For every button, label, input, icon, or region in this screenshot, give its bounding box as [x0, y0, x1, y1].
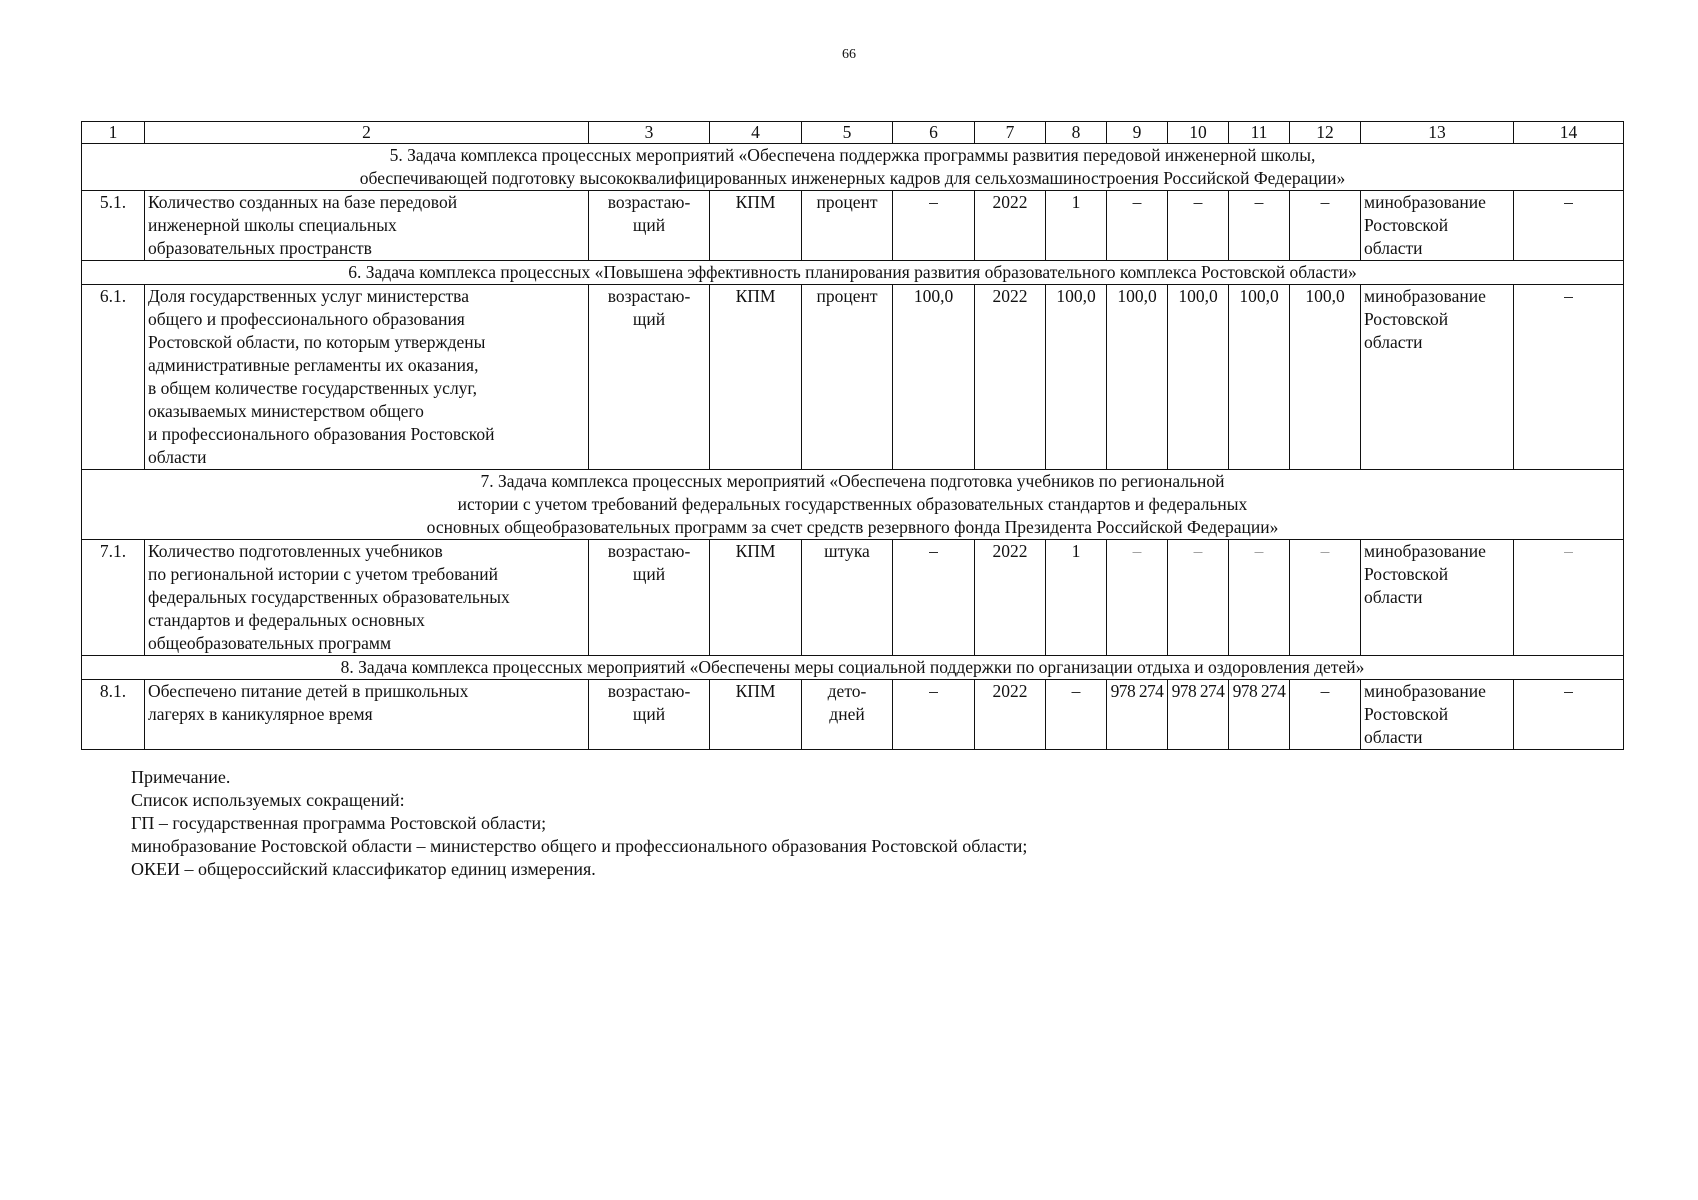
indicator-name-line: административные регламенты их оказания,: [148, 355, 479, 375]
base-year: 2022: [975, 680, 1046, 750]
indicator-name-line: лагерях в каникулярное время: [148, 704, 373, 724]
indicator-name-line: стандартов и федеральных основных: [148, 610, 425, 630]
yearly-value: –: [1107, 191, 1168, 261]
column-number-header: 4: [710, 122, 802, 144]
indicator-trend-line: щий: [632, 704, 666, 724]
notes-line: минобразование Ростовской области – министерство общего и профессионального образования Ростовской области;: [131, 836, 1028, 856]
responsible-line: минобразование: [1364, 286, 1486, 306]
section-title-line: основных общеобразовательных программ за счет средств резервного фонда Президента Российской Федерации»: [426, 517, 1279, 537]
yearly-value: –: [1046, 680, 1107, 750]
indicator-name-line: общего и профессионального образования: [148, 309, 465, 329]
indicator-type: КПМ: [710, 191, 802, 261]
indicator-name-line: оказываемых министерством общего: [148, 401, 424, 421]
notes-heading: Примечание.: [131, 767, 231, 787]
column-number-header: 6: [893, 122, 975, 144]
indicator-trend: [589, 680, 710, 750]
indicator-name-line: Ростовской области, по которым утверждены: [148, 332, 486, 352]
yearly-value: –: [1168, 540, 1229, 656]
section-title: [82, 261, 1624, 285]
unit-of-measure: [802, 680, 893, 750]
column-number-header: 10: [1168, 122, 1229, 144]
indicator-row: [82, 191, 1624, 261]
column-number-header: 2: [145, 122, 589, 144]
indicator-name-line: Количество подготовленных учебников: [148, 541, 443, 561]
indicator-name: [145, 285, 589, 470]
linked-indicator: –: [1514, 540, 1624, 656]
unit-line: дней: [829, 704, 865, 724]
yearly-value: –: [1229, 191, 1290, 261]
base-year: 2022: [975, 191, 1046, 261]
indicator-name-line: Доля государственных услуг министерства: [148, 286, 469, 306]
section-title-line: истории с учетом требований федеральных государственных образовательных стандартов и федеральных: [457, 494, 1248, 514]
column-number-header: 3: [589, 122, 710, 144]
indicator-name-line: образовательных пространств: [148, 238, 372, 258]
responsible-line: Ростовской: [1364, 309, 1449, 329]
indicator-trend-line: возрастаю-: [607, 286, 691, 306]
indicator-name-line: Количество созданных на базе передовой: [148, 192, 458, 212]
base-value: –: [893, 191, 975, 261]
section-title: [82, 656, 1624, 680]
yearly-value: –: [1229, 540, 1290, 656]
section-title-row: [82, 470, 1624, 540]
indicator-type: КПМ: [710, 285, 802, 470]
responsible-line: Ростовской: [1364, 215, 1449, 235]
yearly-value: –: [1107, 540, 1168, 656]
responsible-line: области: [1364, 332, 1423, 352]
indicator-name-line: по региональной истории с учетом требований: [148, 564, 498, 584]
base-value: –: [893, 540, 975, 656]
column-number-header: 8: [1046, 122, 1107, 144]
row-number: 6.1.: [82, 285, 145, 470]
linked-indicator: –: [1514, 191, 1624, 261]
responsible-line: области: [1364, 238, 1423, 258]
unit-of-measure: [802, 540, 893, 656]
indicator-name-line: инженерной школы специальных: [148, 215, 397, 235]
indicator-name: [145, 540, 589, 656]
responsible-body: [1361, 540, 1514, 656]
base-year: 2022: [975, 285, 1046, 470]
yearly-value: 100,0: [1046, 285, 1107, 470]
indicator-name-line: области: [148, 447, 207, 467]
section-title-row: [82, 656, 1624, 680]
section-title-line: 6. Задача комплекса процессных «Повышена эффективность планирования развития образовательного комплекса Ростовской области»: [348, 262, 1357, 282]
yearly-value: –: [1290, 191, 1361, 261]
indicator-type: КПМ: [710, 540, 802, 656]
column-number-header: 11: [1229, 122, 1290, 144]
column-number-row: [82, 122, 1624, 144]
linked-indicator: –: [1514, 285, 1624, 470]
indicator-trend-line: щий: [632, 309, 666, 329]
indicator-name: [145, 680, 589, 750]
notes-line: ГП – государственная программа Ростовской области;: [131, 813, 547, 833]
indicator-trend-line: возрастаю-: [607, 192, 691, 212]
section-title-row: [82, 261, 1624, 285]
unit-line: штука: [824, 541, 870, 561]
responsible-line: минобразование: [1364, 681, 1486, 701]
column-number-header: 7: [975, 122, 1046, 144]
section-title-line: 7. Задача комплекса процессных мероприятий «Обеспечена подготовка учебников по региональной: [480, 471, 1225, 491]
linked-indicator: –: [1514, 680, 1624, 750]
indicator-name-line: и профессионального образования Ростовской: [148, 424, 495, 444]
unit-line: процент: [816, 192, 878, 212]
yearly-value: 100,0: [1168, 285, 1229, 470]
yearly-value: 1: [1046, 540, 1107, 656]
indicator-name-line: Обеспечено питание детей в пришкольных: [148, 681, 469, 701]
base-value: –: [893, 680, 975, 750]
section-title: [82, 470, 1624, 540]
yearly-value: 978 274: [1107, 680, 1168, 750]
unit-line: дето-: [827, 681, 867, 701]
indicator-type: КПМ: [710, 680, 802, 750]
yearly-value: 978 274: [1229, 680, 1290, 750]
responsible-line: Ростовской: [1364, 704, 1449, 724]
yearly-value: 100,0: [1107, 285, 1168, 470]
yearly-value: –: [1290, 680, 1361, 750]
responsible-line: области: [1364, 587, 1423, 607]
section-title-line: 5. Задача комплекса процессных мероприятий «Обеспечена поддержка программы развития передовой инженерной школы,: [389, 145, 1316, 165]
yearly-value: 1: [1046, 191, 1107, 261]
responsible-body: [1361, 285, 1514, 470]
row-number: 7.1.: [82, 540, 145, 656]
column-number-header: 12: [1290, 122, 1361, 144]
section-title-row: [82, 144, 1624, 191]
row-number: 5.1.: [82, 191, 145, 261]
notes-line: ОКЕИ – общероссийский классификатор единиц измерения.: [131, 859, 596, 879]
indicator-trend-line: щий: [632, 215, 666, 235]
unit-of-measure: [802, 285, 893, 470]
notes-block: [131, 766, 1027, 881]
column-number-header: 9: [1107, 122, 1168, 144]
yearly-value: –: [1290, 540, 1361, 656]
yearly-value: 978 274: [1168, 680, 1229, 750]
yearly-value: 100,0: [1229, 285, 1290, 470]
unit-of-measure: [802, 191, 893, 261]
indicator-trend-line: возрастаю-: [607, 681, 691, 701]
responsible-line: минобразование: [1364, 192, 1486, 212]
section-title-line: обеспечивающей подготовку высококвалифицированных инженерных кадров для сельхозмашиностроения Российской Федерации»: [359, 168, 1346, 188]
yearly-value: 100,0: [1290, 285, 1361, 470]
responsible-line: минобразование: [1364, 541, 1486, 561]
section-title: [82, 144, 1624, 191]
notes-line: Список используемых сокращений:: [131, 790, 405, 810]
yearly-value: –: [1168, 191, 1229, 261]
section-title-line: 8. Задача комплекса процессных мероприятий «Обеспечены меры социальной поддержки по организации отдыха и оздоровления детей»: [340, 657, 1365, 677]
indicator-name-line: федеральных государственных образовательных: [148, 587, 510, 607]
indicator-name-line: общеобразовательных программ: [148, 633, 392, 653]
indicator-name-line: в общем количестве государственных услуг,: [148, 378, 478, 398]
indicator-row: [82, 540, 1624, 656]
indicator-trend-line: возрастаю-: [607, 541, 691, 561]
indicator-trend-line: щий: [632, 564, 666, 584]
row-number: 8.1.: [82, 680, 145, 750]
column-number-header: 13: [1361, 122, 1514, 144]
indicator-name: [145, 191, 589, 261]
indicator-trend: [589, 540, 710, 656]
column-number-header: 1: [82, 122, 145, 144]
indicators-table: [81, 121, 1624, 750]
indicator-row: [82, 285, 1624, 470]
column-number-header: 5: [802, 122, 893, 144]
indicator-trend: [589, 285, 710, 470]
responsible-body: [1361, 680, 1514, 750]
page-number: 66: [842, 47, 856, 62]
column-number-header: 14: [1514, 122, 1624, 144]
base-year: 2022: [975, 540, 1046, 656]
responsible-body: [1361, 191, 1514, 261]
indicator-row: [82, 680, 1624, 750]
indicator-trend: [589, 191, 710, 261]
responsible-line: Ростовской: [1364, 564, 1449, 584]
responsible-line: области: [1364, 727, 1423, 747]
base-value: 100,0: [893, 285, 975, 470]
unit-line: процент: [816, 286, 878, 306]
